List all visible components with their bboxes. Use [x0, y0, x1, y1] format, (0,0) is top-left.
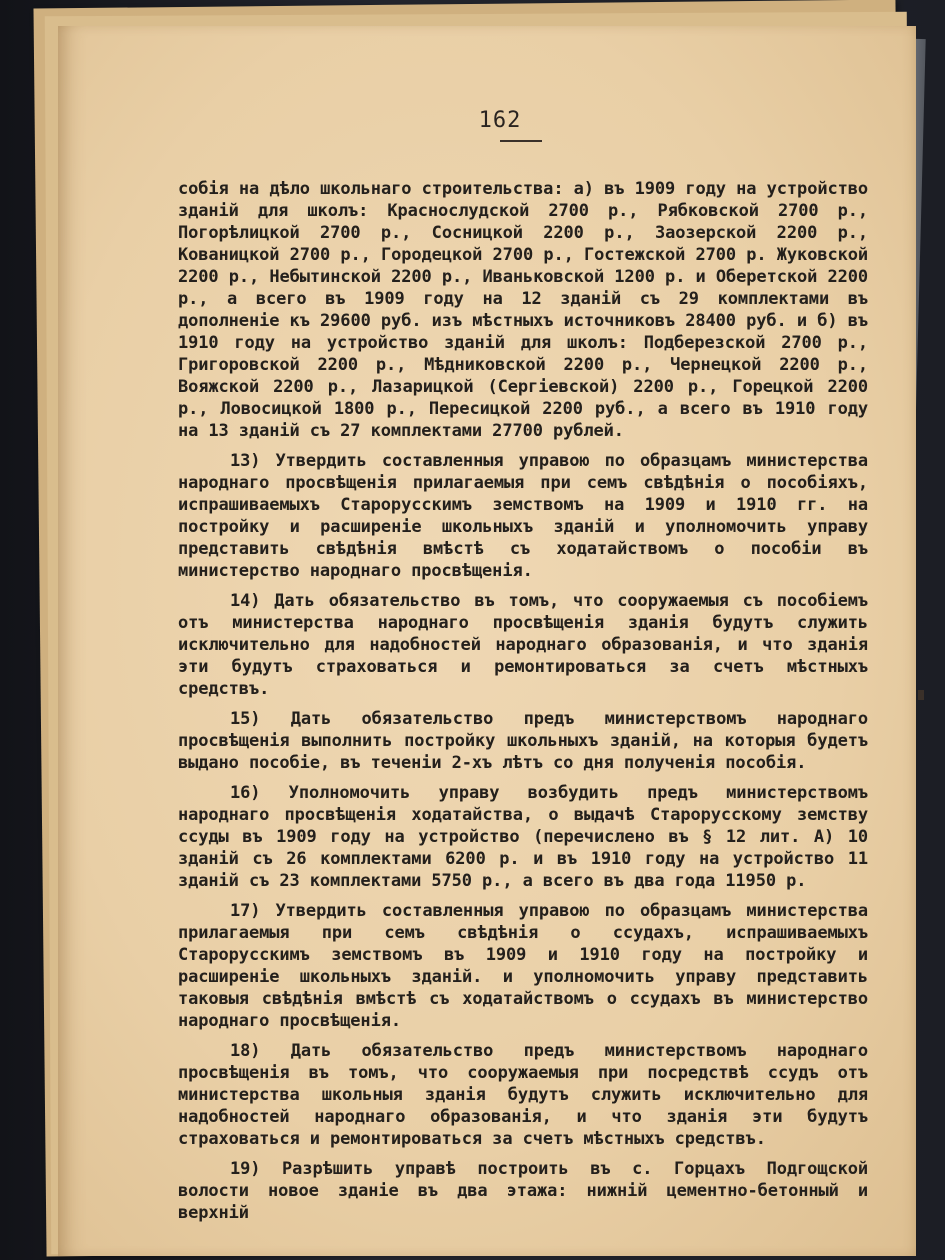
page-number-underline: [500, 140, 542, 142]
paragraph-item-19: 19) Разрѣшить управѣ построить въ с. Горцахъ Подгощской волости новое зданіе въ два этажа: нижній цементно-бетонный и верхній: [178, 1159, 868, 1223]
page-number: 162: [478, 108, 522, 133]
paragraph-item-18: 18) Дать обязательство предъ министерствомъ народнаго просвѣщенія въ томъ, что сооружаемыя при посредствѣ ссудъ отъ министерства школьныя зданія будутъ служить исключительно для надобностей народнаго образованія, и что зданія эти будутъ страховаться и ремонтироваться за счетъ мѣстныхъ средствъ.: [178, 1041, 868, 1149]
page-body-text: [178, 178, 868, 1232]
paragraph-item-15: 15) Дать обязательство предъ министерствомъ народнаго просвѣщенія выполнить постройку школьныхъ зданій, на которыя будетъ выдано пособіе, въ теченіи 2-хъ лѣтъ со дня полученія пособія.: [178, 709, 868, 773]
paragraph-item-14: 14) Дать обязательство въ томъ, что сооружаемыя съ пособіемъ отъ министерства народнаго просвѣщенія зданія будутъ служить исключительно для надобностей народнаго образованія, и что зданія эти будутъ страховаться и ремонтироваться за счетъ мѣстныхъ средствъ.: [178, 591, 868, 699]
paragraph-item-13: 13) Утвердить составленныя управою по образцамъ министерства народнаго просвѣщенія прилагаемыя при семъ свѣдѣнія о пособіяхъ, испрашиваемыхъ Старорусскимъ земствомъ на 1909 и 1910 гг. на постройку и расширеніе школьныхъ зданій и уполномочить управу представить свѣдѣнія вмѣстѣ съ ходатайствомъ о пособіи въ министерство народнаго просвѣщенія.: [178, 451, 868, 581]
margin-mark: [918, 690, 924, 700]
paragraph-item-17: 17) Утвердить составленныя управою по образцамъ министерства прилагаемыя при семъ свѣдѣнія о ссудахъ, испрашиваемыхъ Старорусскимъ земствомъ въ 1909 и 1910 году на постройку и расширеніе школьныхъ зданій. и уполномочить управу представить таковыя свѣдѣнія вмѣстѣ съ ходатайствомъ о ссудахъ въ министерство народнаго просвѣщенія.: [178, 901, 868, 1031]
paragraph-continuation: собія на дѣло школьнаго строительства: а) въ 1909 году на устройство зданій для школъ: Краснослудской 2700 р., Рябковской 2700 р., Погорѣлицкой 2700 р., Сосницкой 2200 р., Заозерской 2200 р., Кованицкой 2700 р., Городецкой 2700 р., Гостежской 2700 р. Жуковской 2200 р., Небытинской 2200 р., Иваньковской 1200 р. и Оберетской 2200 р., а всего въ 1909 году на 12 зданій съ 29 комплектами въ дополненіе къ 29600 руб. изъ мѣстныхъ источниковъ 28400 руб. и б) въ 1910 году на устройство зданій для школъ: Подберезской 2700 р., Григоровской 2200 р., Мѣдниковской 2200 р., Чернецкой 2200 р., Вояжской 2200 р., Лазарицкой (Сергіевской) 2200 р., Горецкой 2200 р., Ловосицкой 1800 р., Пересицкой 2200 руб., а всего въ 1910 году на 13 зданій съ 27 комплектами 27700 рублей.: [178, 179, 868, 441]
paragraph-item-16: 16) Уполномочить управу возбудить предъ министерствомъ народнаго просвѣщенія ходатайства, о выдачѣ Старорусскому земству ссуды въ 1909 году на устройство (перечислено въ § 12 лит. А) 10 зданій съ 26 комплектами 6200 р. и въ 1910 году на устройство 11 зданій съ 23 комплектами 5750 р., а всего въ два года 11950 р.: [178, 783, 868, 891]
